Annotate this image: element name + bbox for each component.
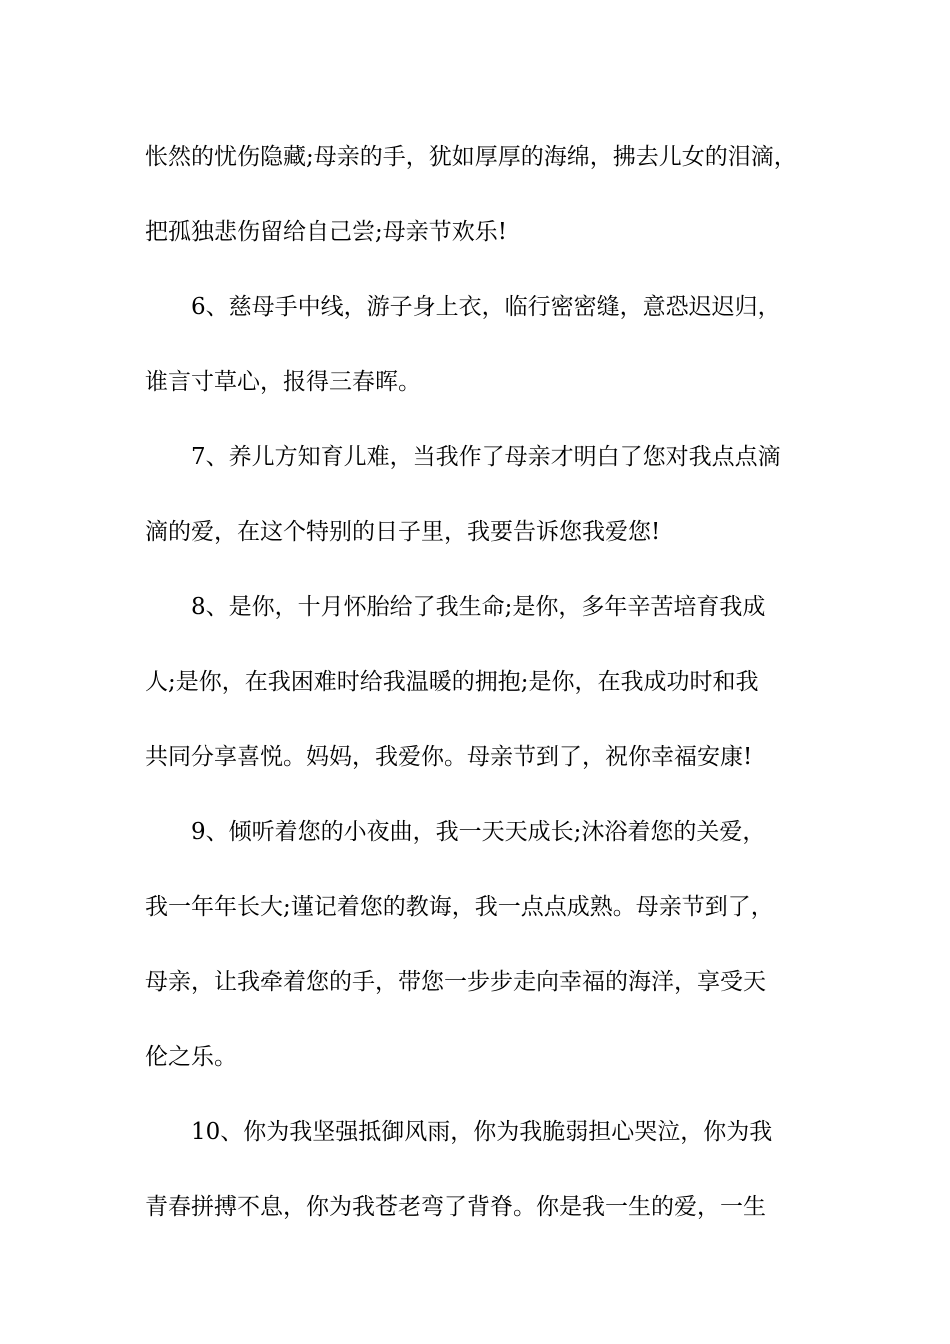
text-line: 伦之乐。 (145, 1044, 237, 1070)
text-line: 怅然的忧伤隐藏;母亲的手，犹如厚厚的海绵，拂去儿女的泪滴， (145, 144, 797, 170)
text-line: 滴的爱，在这个特别的日子里，我要告诉您我爱您! (145, 519, 661, 545)
paragraph-start-line: 8、是你，十月怀胎给了我生命;是你，多年辛苦培育我成 (191, 594, 766, 620)
paragraph-start-line: 10、你为我坚强抵御风雨，你为我脆弱担心哭泣，你为我 (191, 1119, 773, 1145)
text-line: 青春拼搏不息，你为我苍老弯了背脊。你是我一生的爱，一生 (145, 1194, 766, 1220)
text-line: 人;是你，在我困难时给我温暖的拥抱;是你，在我成功时和我 (145, 669, 759, 695)
document-body (145, 120, 835, 1245)
paragraph-start-line: 9、倾听着您的小夜曲，我一天天成长;沐浴着您的关爱， (191, 819, 766, 845)
text-line: 共同分享喜悦。妈妈，我爱你。母亲节到了，祝你幸福安康! (145, 744, 753, 770)
text-line: 母亲，让我牵着您的手，带您一步步走向幸福的海洋，享受天 (145, 969, 766, 995)
text-line: 我一年年长大;谨记着您的教诲，我一点点成熟。母亲节到了， (145, 894, 774, 920)
paragraph-start-line: 6、慈母手中线，游子身上衣，临行密密缝，意恐迟迟归， (191, 294, 781, 320)
paragraph-start-line: 7、养儿方知育儿难，当我作了母亲才明白了您对我点点滴 (191, 444, 781, 470)
text-line: 把孤独悲伤留给自己尝;母亲节欢乐! (145, 219, 507, 245)
text-line: 谁言寸草心，报得三春晖。 (145, 369, 421, 395)
